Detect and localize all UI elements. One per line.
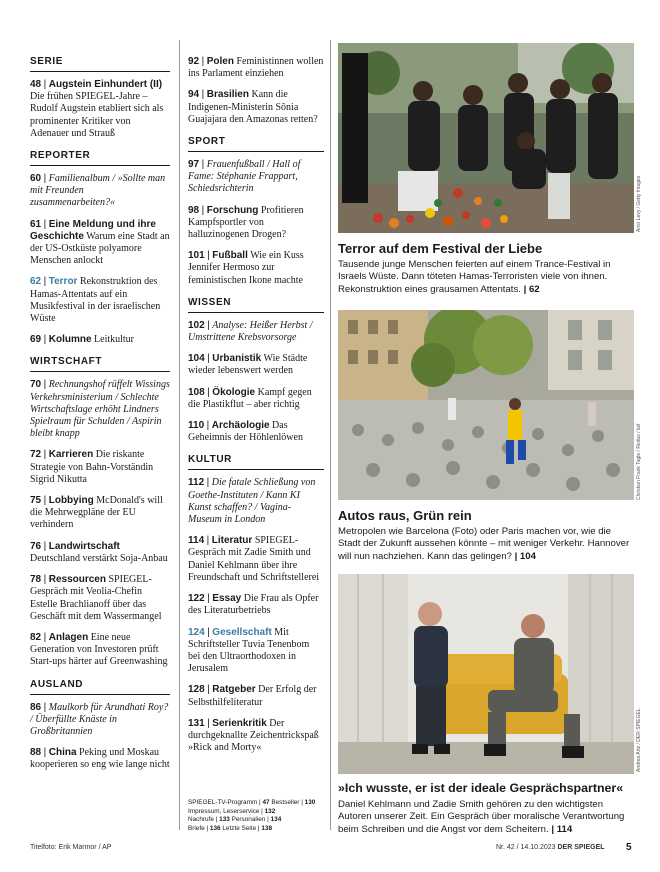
section-title: WIRTSCHAFT — [30, 356, 170, 372]
entry-keyword: China — [48, 747, 77, 759]
column-divider — [179, 40, 180, 830]
entry-keyword: Urbanistik — [212, 353, 262, 365]
entry-keyword: Literatur — [211, 535, 253, 547]
column-divider — [330, 40, 331, 830]
entry-keyword: Terror — [48, 276, 78, 288]
entry-text: Eine neue Generation von Investoren prüft Start-ups härter auf Greenwashing — [30, 631, 168, 668]
entry-keyword: Ressourcen — [48, 574, 106, 586]
entry-text: Rechnungshof rüffelt Wissings Verkehrsministerium / Schlechte Wirtschaftslage erhöht Lindners Spielraum für Schulden / Aspirin bleibt knapp — [30, 379, 170, 440]
entry-text: Profitieren Kampfsportler von halluzinogenen Drogen? — [188, 204, 304, 241]
section-serie — [30, 56, 170, 140]
entry-keyword: Serienkritik — [212, 717, 267, 729]
photo-credit: Amir Levy / Getty Images — [636, 175, 642, 232]
photo-credit: Christian Frank Tagle / Redux / laif — [636, 423, 642, 500]
magazine-name: DER SPIEGEL — [557, 844, 605, 851]
toc-entry[interactable]: 70 | Rechnungshof rüffelt Wissings Verkehrsministerium / Schlechte Wirtschaftslage erhöht Lindners Spielraum für Schulden / Aspirin bleibt knapp — [30, 379, 170, 440]
section-wissen — [188, 297, 324, 445]
page-ref: 108 — [188, 386, 205, 398]
toc-entry[interactable]: 104 | Urbanistik Wie Städte wieder lebenswert werden — [188, 353, 308, 377]
feature-page-ref: 104 — [519, 550, 536, 562]
toc-entry[interactable]: 101 | Fußball Wie ein Kuss Jennifer Hermoso zur feministischen Ikone machte — [188, 250, 304, 286]
toc-entry[interactable]: 88 | China Peking und Moskau kooperieren so eng wie lange nicht — [30, 747, 170, 771]
issue-info: Nr. 42 / 14.10.2023 DER SPIEGEL — [496, 844, 605, 851]
section-sport — [188, 136, 324, 287]
feature-photo-barcelona[interactable] — [338, 310, 634, 500]
entry-text: Kampf gegen die Plastikflut – aber richtig — [188, 386, 312, 410]
entry-keyword: Karrieren — [48, 449, 94, 461]
page-ref: 60 — [30, 173, 42, 185]
entry-text: Maulkorb für Arundhati Roy? / Überfüllte Knäste in Großbritannien — [30, 701, 169, 737]
section-ausland — [30, 679, 170, 772]
section-kultur — [188, 454, 324, 754]
entry-keyword: Fußball — [212, 250, 248, 262]
page-ref: 128 — [188, 684, 205, 696]
page-ref: 48 — [30, 79, 42, 90]
service-line: Impressum, Leserservice | 132 — [188, 807, 276, 815]
entry-text: Die frühen SPIEGEL-Jahre – Rudolf Augstein etabliert sich als prominenter Kritiker von Adenauer und Strauß — [30, 91, 164, 139]
feature-teaser: Daniel Kehlmann und Zadie Smith gehören zu den wichtigsten Autoren unserer Zeit. Ein Gespräch über moralische Verantwortung beim Schreiben und die Angst vor dem Scheitern. | 114 — [338, 799, 625, 835]
page-ref: 69 — [30, 334, 42, 346]
section-title: REPORTER — [30, 150, 170, 166]
service-index — [188, 799, 328, 833]
page-ref: 88 — [30, 747, 42, 759]
entry-keyword: Ratgeber — [212, 684, 256, 696]
section-title: SERIE — [30, 56, 170, 72]
toc-column-2 — [188, 56, 324, 764]
entry-keyword: Landwirtschaft — [48, 540, 120, 552]
section-title: AUSLAND — [30, 679, 170, 695]
page-ref: 101 — [188, 250, 205, 262]
toc-entry[interactable]: 102 | Analyse: Heißer Herbst / Umstrittene Krebsvorsorge — [188, 319, 313, 344]
entry-keyword: Anlagen — [48, 631, 89, 643]
section-ausland-continued — [188, 56, 324, 126]
page-ref: 122 — [188, 593, 205, 605]
toc-entry[interactable]: 75 | Lobbying McDonald's will die Mehrwegpläne der EU verhindern — [30, 495, 163, 531]
feature-title[interactable]: »Ich wusste, er ist der ideale Gesprächspartner« — [338, 781, 624, 795]
entry-text: Deutschland verstärkt Soja-Anbau — [30, 552, 168, 564]
toc-entry[interactable]: 92 | Polen Feministinnen wollen ins Parlament einziehen — [188, 56, 324, 80]
page-ref: 70 — [30, 379, 42, 391]
entry-keyword: Ökologie — [212, 386, 256, 398]
entry-keyword: Lobbying — [48, 495, 94, 507]
entry-text: Der durchgeknallte Zeichentrickspaß »Rick and Morty« — [188, 717, 319, 754]
page-ref: 76 — [30, 540, 42, 552]
entry-text: SPIEGEL-Gespräch mit Veolia-Chefin Estelle Brachlianoff über das Geschäft mit dem Wassermangel — [30, 574, 162, 622]
cover-credit: Titelfoto: Erik Marmor / AP — [30, 844, 112, 851]
page-ref: 61 — [30, 218, 42, 230]
entry-keyword: Gesellschaft — [212, 626, 272, 638]
service-line: Briefe | 136 Letzte Seite | 138 — [188, 824, 273, 832]
entry-text: SPIEGEL-Gespräch mit Zadie Smith und Daniel Kehlmann über ihre Freundschaft und Schriftstellerei — [188, 535, 320, 583]
entry-text: Feministinnen wollen ins Parlament einziehen — [188, 56, 324, 80]
page-ref: 114 — [188, 535, 205, 547]
entry-text: Peking und Moskau kooperieren so eng wie lange nicht — [30, 747, 170, 771]
entry-keyword: Polen — [206, 56, 234, 67]
entry-text: Rekonstruktion des Hamas-Attentats auf ein Musikfestival in der israelischen Wüste — [30, 276, 161, 325]
page-ref: 86 — [30, 701, 42, 713]
service-line: SPIEGEL-TV-Programm | 47 Bestseller | 130 — [188, 799, 316, 806]
entry-text: Analyse: Heißer Herbst / Umstrittene Krebsvorsorge — [188, 319, 313, 344]
entry-keyword: Kolumne — [48, 334, 92, 346]
toc-entry[interactable]: 82 | Anlagen Eine neue Generation von Investoren prüft Start-ups härter auf Greenwashing — [30, 631, 168, 668]
toc-entry[interactable]: 48 | Augstein Einhundert (II) Die frühen SPIEGEL-Jahre – Rudolf Augstein etabliert sich als prominenter Kritiker von Adenauer und Strauß — [30, 79, 164, 139]
feature-title[interactable]: Autos raus, Grün rein — [338, 508, 472, 523]
feature-teaser: Metropolen wie Barcelona (Foto) oder Paris machen vor, wie die Stadt der Zukunft aussehen könnte – mit weniger Verkehr. Hannover will nun nachziehen. Kann das gelingen? | 104 — [338, 526, 630, 562]
entry-text: Warum eine Stadt an der US-Ostküste polyamore Menschen anlockt — [30, 230, 170, 267]
toc-entry[interactable]: 108 | Ökologie Kampf gegen die Plastikflut – aber richtig — [188, 386, 312, 410]
feature-photo-festival[interactable] — [338, 43, 634, 233]
toc-entry[interactable]: 61 | Eine Meldung und ihre Geschichte Warum eine Stadt an der US-Ostküste polyamore Menschen anlockt — [30, 218, 170, 267]
page-ref: 78 — [30, 574, 42, 586]
section-wirtschaft — [30, 356, 170, 668]
feature-page-ref: 62 — [528, 283, 540, 295]
toc-entry[interactable]: 128 | Ratgeber Der Erfolg der Selbsthilfeliteratur — [188, 684, 317, 708]
toc-entry[interactable]: 76 | Landwirtschaft Deutschland verstärkt Soja-Anbau — [30, 540, 168, 564]
toc-entry[interactable]: 112 | Die fatale Schließung von Goethe-Instituten / Kann KI Kunst schaffen? / Vagina-Museum in London — [188, 477, 316, 526]
entry-keyword: Brasilien — [206, 89, 249, 101]
entry-text: Wie Städte wieder lebenswert werden — [188, 353, 308, 377]
entry-text: Wie ein Kuss Jennifer Hermoso zur feministischen Ikone machte — [188, 250, 304, 286]
entry-keyword: Eine Meldung und ihre Geschichte — [30, 218, 156, 242]
page-ref: 94 — [188, 89, 200, 101]
feature-photo-authors[interactable] — [338, 574, 634, 774]
entry-text: Frauenfußball / Hall of Fame: Stéphanie Frappart, Schiedsrichterin — [188, 159, 301, 195]
toc-entry[interactable]: 94 | Brasilien Kann die Indigenen-Ministerin Sônia Guajajara den Amazonas retten? — [188, 89, 318, 125]
page-ref: 124 — [188, 626, 205, 638]
entry-text: Leitkultur — [94, 334, 135, 346]
entry-keyword: Forschung — [206, 204, 259, 216]
toc-entry[interactable]: 60 | Familienalbum / »Sollte man mit Freunden zusammenarbeiten?« — [30, 173, 166, 209]
entry-text: Kann die Indigenen-Ministerin Sônia Guajajara den Amazonas retten? — [188, 89, 318, 125]
entry-text: Die Frau als Opfer des Literaturbetriebs — [188, 593, 319, 617]
entry-text: Der Erfolg der Selbsthilfeliteratur — [188, 684, 317, 708]
toc-entry[interactable]: 110 | Archäologie Das Geheimnis der Höhlenlöwen — [188, 420, 303, 444]
entry-keyword: Essay — [212, 593, 242, 605]
page-ref: 98 — [188, 204, 200, 216]
page-ref: 97 — [188, 159, 200, 171]
toc-column-1 — [30, 56, 170, 782]
toc-entry[interactable]: 78 | Ressourcen SPIEGEL-Gespräch mit Veolia-Chefin Estelle Brachlianoff über das Geschäft mit dem Wassermangel — [30, 574, 162, 622]
feature-title[interactable]: Terror auf dem Festival der Liebe — [338, 241, 543, 256]
page-ref: 110 — [188, 420, 205, 432]
entry-text: Das Geheimnis der Höhlenlöwen — [188, 420, 303, 444]
page-ref: 72 — [30, 449, 42, 461]
page-ref: 75 — [30, 495, 42, 507]
toc-entry[interactable]: 114 | Literatur SPIEGEL-Gespräch mit Zadie Smith und Daniel Kehlmann über ihre Freundschaft und Schriftstellerei — [188, 535, 320, 583]
page-ref: 112 — [188, 477, 205, 489]
toc-entry[interactable]: 86 | Maulkorb für Arundhati Roy? / Überfüllte Knäste in Großbritannien — [30, 701, 169, 737]
toc-entry[interactable]: 98 | Forschung Profitieren Kampfsportler von halluzinogenen Drogen? — [188, 204, 304, 241]
entry-keyword: Archäologie — [211, 420, 270, 432]
entry-text: Mit Schriftsteller Tuvia Tenenbom bei den Ultraorthodoxen in Jerusalem — [188, 626, 310, 675]
entry-text: McDonald's will die Mehrwegpläne der EU verhindern — [30, 495, 163, 531]
entry-text: Familienalbum / »Sollte man mit Freunden zusammenarbeiten?« — [30, 173, 166, 209]
page-ref: 92 — [188, 56, 200, 67]
toc-entry[interactable]: 69 | Kolumne Leitkultur — [30, 334, 135, 346]
section-title: WISSEN — [188, 297, 324, 313]
photo-credit: Andrea Artz / DER SPIEGEL — [636, 708, 642, 772]
toc-entry[interactable]: 131 | Serienkritik Der durchgeknallte Zeichentrickspaß »Rick and Morty« — [188, 717, 319, 754]
entry-text: Die riskante Strategie von Bahn-Vorständin Sigrid Nikutta — [30, 449, 154, 485]
page-ref: 82 — [30, 631, 42, 643]
section-title: SPORT — [188, 136, 324, 152]
entry-keyword: Augstein Einhundert (II) — [48, 79, 163, 90]
section-reporter — [30, 150, 170, 346]
feature-teaser: Tausende junge Menschen feierten auf einem Trance-Festival in Israels Wüste. Dann töteten Hamas-Terroristen viele von ihnen. Rekonstruktion eines grausamen Attentats. | 62 — [338, 259, 611, 295]
feature-page-ref: 114 — [556, 823, 573, 835]
page-ref: 104 — [188, 353, 205, 365]
service-line: Nachrufe | 133 Personalien | 134 — [188, 816, 282, 824]
page-ref: 62 — [30, 276, 42, 288]
page-ref: 131 — [188, 717, 205, 729]
toc-entry-highlighted[interactable]: 62 | Terror Rekonstruktion des Hamas-Attentats auf ein Musikfestival in der israelischen Wüste — [30, 276, 161, 325]
section-title: KULTUR — [188, 454, 324, 470]
page-number: 5 — [626, 842, 632, 853]
toc-entry[interactable]: 97 | Frauenfußball / Hall of Fame: Stéphanie Frappart, Schiedsrichterin — [188, 159, 301, 195]
toc-entry-highlighted[interactable]: 124 | Gesellschaft Mit Schriftsteller Tuvia Tenenbom bei den Ultraorthodoxen in Jerusalem — [188, 626, 310, 675]
entry-text: Die fatale Schließung von Goethe-Instituten / Kann KI Kunst schaffen? / Vagina-Museum in London — [188, 477, 316, 526]
toc-entry[interactable]: 72 | Karrieren Die riskante Strategie von Bahn-Vorständin Sigrid Nikutta — [30, 449, 154, 485]
toc-entry[interactable]: 122 | Essay Die Frau als Opfer des Literaturbetriebs — [188, 593, 319, 617]
page-ref: 102 — [188, 319, 205, 331]
